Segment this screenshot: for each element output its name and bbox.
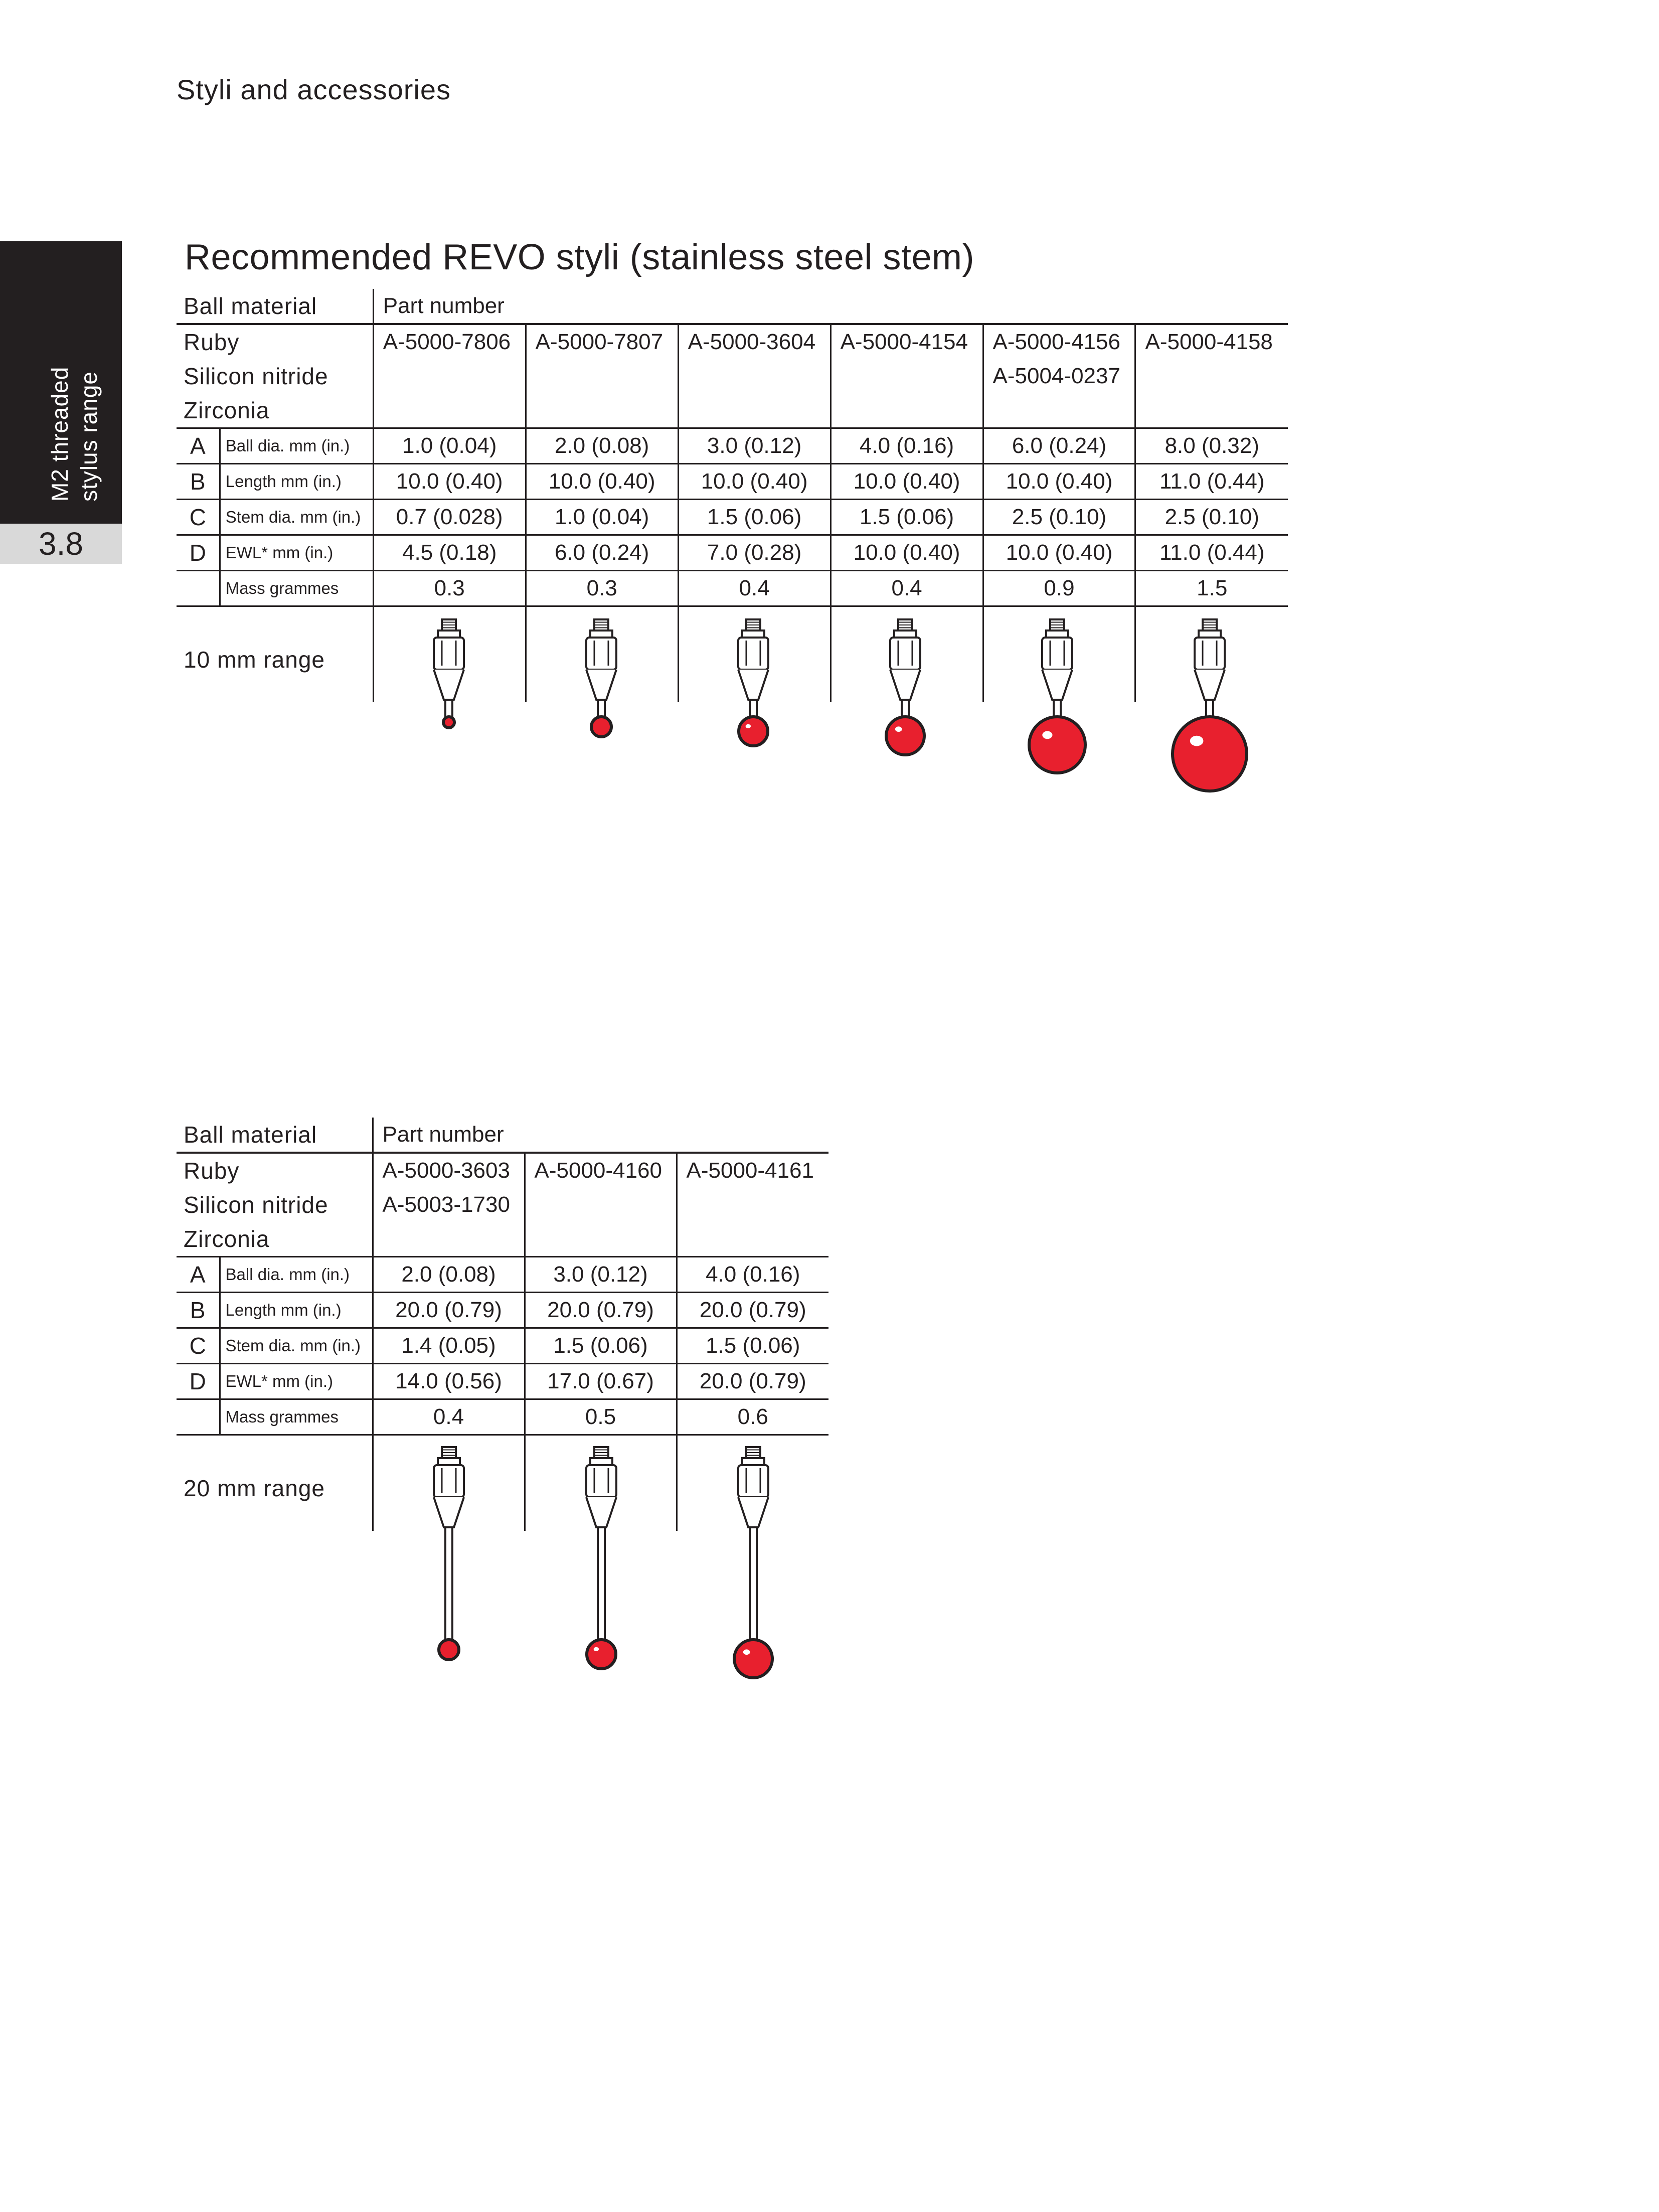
spec-value: 1.0 (0.04): [526, 500, 678, 535]
ball-material-header: Ball material: [177, 289, 373, 324]
spec-value: 0.4: [373, 1399, 525, 1435]
spec-value: 1.5: [1135, 571, 1288, 606]
part-number-ruby: A-5000-3604: [688, 330, 816, 354]
spec-key: A: [177, 1257, 220, 1293]
spec-key: B: [177, 1293, 220, 1328]
spec-key: D: [177, 1364, 220, 1399]
material-ruby: Ruby: [184, 1158, 240, 1184]
spec-value: 0.7 (0.028): [373, 500, 526, 535]
material-silicon-nitride: Silicon nitride: [184, 1192, 328, 1218]
range-label: 10 mm range: [184, 647, 325, 673]
spec-key: A: [177, 428, 220, 464]
spec-value: 1.4 (0.05): [373, 1328, 525, 1364]
spec-value: 11.0 (0.44): [1135, 464, 1288, 500]
spec-label: EWL* mm (in.): [220, 1364, 373, 1399]
spec-value: 7.0 (0.28): [678, 535, 831, 571]
side-tab-line-1: M2 threaded: [47, 366, 73, 502]
spec-value: 0.3: [373, 571, 526, 606]
ball-material-header: Ball material: [177, 1118, 373, 1153]
spec-value: 17.0 (0.67): [525, 1364, 677, 1399]
spec-value: 1.5 (0.06): [678, 500, 831, 535]
spec-label: Length mm (in.): [220, 464, 373, 500]
spec-value: 11.0 (0.44): [1135, 535, 1288, 571]
ruby-ball-icon: [591, 717, 611, 737]
spec-value: 0.4: [831, 571, 983, 606]
ruby-ball-icon: [886, 717, 924, 755]
spec-value: 1.5 (0.06): [831, 500, 983, 535]
stylus-icon: [1029, 619, 1085, 773]
spec-value: 0.3: [526, 571, 678, 606]
stylus-icon: [434, 1447, 464, 1660]
part-number-ruby: A-5000-4160: [534, 1158, 662, 1183]
spec-value: 2.5 (0.10): [983, 500, 1135, 535]
part-number-ruby: A-5000-4161: [686, 1158, 814, 1183]
spec-key: C: [177, 1328, 220, 1364]
spec-value: 1.0 (0.04): [373, 428, 526, 464]
stylus-icon: [586, 1447, 616, 1669]
material-ruby: Ruby: [184, 329, 240, 355]
stylus-icon: [734, 1447, 772, 1678]
spec-value: 20.0 (0.79): [677, 1364, 828, 1399]
stylus-icon: [586, 619, 616, 737]
spec-value: 10.0 (0.40): [831, 464, 983, 500]
spec-key: B: [177, 464, 220, 500]
part-number-ruby: A-5000-3603: [382, 1158, 510, 1183]
spec-value: 2.0 (0.08): [373, 1257, 525, 1293]
stylus-icon: [1173, 619, 1247, 791]
spec-value: 6.0 (0.24): [526, 535, 678, 571]
spec-label: Length mm (in.): [220, 1293, 373, 1328]
stylus-icon: [434, 619, 464, 728]
part-number-ruby: A-5000-4158: [1145, 330, 1273, 354]
part-number-header: Part number: [373, 1118, 828, 1153]
spec-value: 3.0 (0.12): [525, 1257, 677, 1293]
spec-value: 3.0 (0.12): [678, 428, 831, 464]
material-zirconia: Zirconia: [184, 397, 270, 423]
spec-value: 10.0 (0.40): [983, 464, 1135, 500]
spec-label: Mass grammes: [220, 571, 373, 606]
spec-value: 8.0 (0.32): [1135, 428, 1288, 464]
ruby-ball-icon: [587, 1640, 616, 1669]
spec-value: 10.0 (0.40): [373, 464, 526, 500]
ruby-ball-icon: [1173, 717, 1247, 791]
material-silicon-nitride: Silicon nitride: [184, 363, 328, 389]
ruby-ball-icon: [734, 1640, 772, 1678]
section-number: 3.8: [0, 524, 122, 564]
spec-label: Stem dia. mm (in.): [220, 500, 373, 535]
spec-value: 4.5 (0.18): [373, 535, 526, 571]
side-tab-line-2: stylus range: [76, 371, 102, 502]
part-number-ruby: A-5000-7807: [535, 330, 663, 354]
part-number-silicon-nitride: A-5003-1730: [382, 1192, 510, 1217]
spec-value: 20.0 (0.79): [373, 1293, 525, 1328]
spec-value: 10.0 (0.40): [526, 464, 678, 500]
part-number-ruby: A-5000-7806: [383, 330, 511, 354]
spec-label: Ball dia. mm (in.): [220, 428, 373, 464]
spec-value: 14.0 (0.56): [373, 1364, 525, 1399]
stylus-icon: [886, 619, 924, 755]
part-number-ruby: A-5000-4154: [840, 330, 968, 354]
ruby-ball-icon: [739, 717, 768, 746]
spec-value: 10.0 (0.40): [983, 535, 1135, 571]
spec-value: 4.0 (0.16): [677, 1257, 828, 1293]
spec-value: 0.4: [678, 571, 831, 606]
page-title: Recommended REVO styli (stainless steel stem): [185, 237, 974, 277]
part-number-ruby: A-5000-4156: [992, 330, 1120, 354]
spec-value: 6.0 (0.24): [983, 428, 1135, 464]
spec-value: 10.0 (0.40): [831, 535, 983, 571]
spec-label: EWL* mm (in.): [220, 535, 373, 571]
spec-value: 10.0 (0.40): [678, 464, 831, 500]
spec-value: 2.5 (0.10): [1135, 500, 1288, 535]
spec-label: Ball dia. mm (in.): [220, 1257, 373, 1293]
ruby-ball-icon: [439, 1640, 459, 1660]
stylus-icon: [738, 619, 768, 746]
page-header: Styli and accessories: [177, 74, 451, 105]
material-zirconia: Zirconia: [184, 1226, 270, 1252]
spec-value: 1.5 (0.06): [525, 1328, 677, 1364]
spec-value: 1.5 (0.06): [677, 1328, 828, 1364]
spec-value: 0.9: [983, 571, 1135, 606]
spec-value: 20.0 (0.79): [677, 1293, 828, 1328]
spec-key: C: [177, 500, 220, 535]
spec-value: 0.5: [525, 1399, 677, 1435]
part-number-silicon-nitride: A-5004-0237: [992, 364, 1120, 388]
spec-value: 0.6: [677, 1399, 828, 1435]
ruby-ball-icon: [1029, 717, 1085, 773]
range-label: 20 mm range: [184, 1475, 325, 1501]
part-number-header: Part number: [373, 289, 1288, 324]
ruby-ball-icon: [443, 717, 454, 728]
spec-key: D: [177, 535, 220, 571]
spec-value: 20.0 (0.79): [525, 1293, 677, 1328]
spec-label: Mass grammes: [220, 1399, 373, 1435]
spec-label: Stem dia. mm (in.): [220, 1328, 373, 1364]
spec-value: 2.0 (0.08): [526, 428, 678, 464]
spec-value: 4.0 (0.16): [831, 428, 983, 464]
